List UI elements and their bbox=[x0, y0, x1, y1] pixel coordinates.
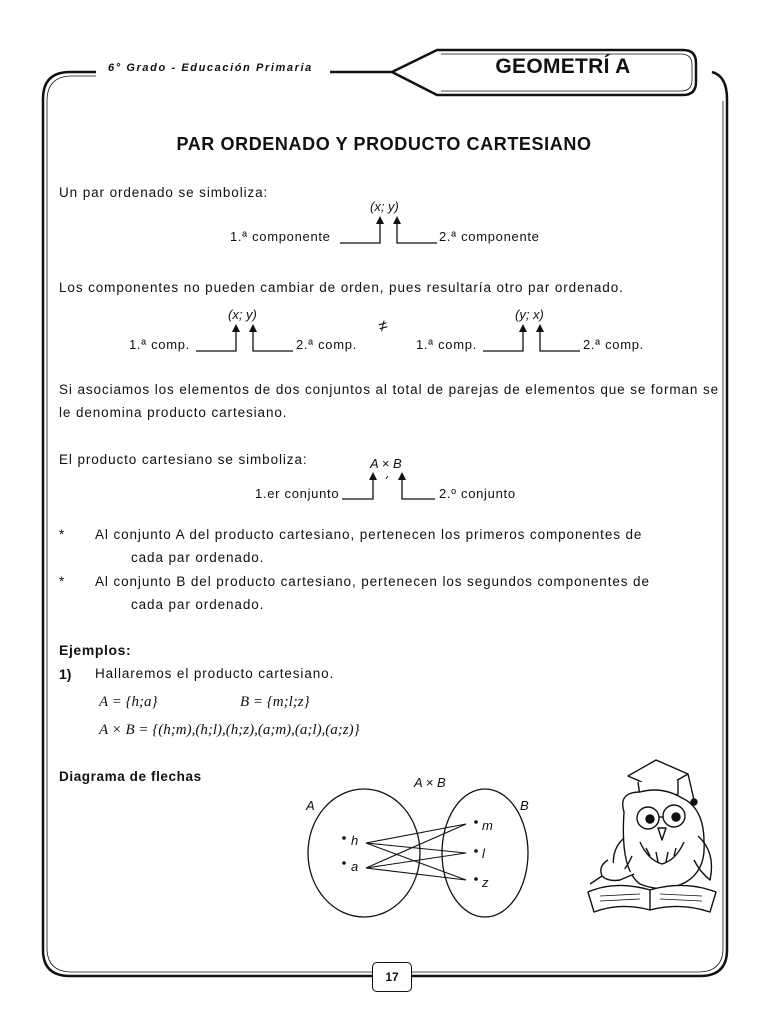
note-2-line-2: cada par ordenado. bbox=[131, 597, 265, 612]
pair-left: (x; y) bbox=[228, 307, 257, 322]
first-set-label: 1.er conjunto bbox=[255, 486, 340, 501]
set-b-ellipse bbox=[442, 789, 528, 917]
order-text: Los componentes no pueden cambiar de orden, pues resultaría otro par ordenado. bbox=[59, 280, 624, 295]
right-first-comp: 1.ª comp. bbox=[416, 337, 477, 352]
element-l: l bbox=[482, 846, 485, 861]
example-text: Hallaremos el producto cartesiano. bbox=[95, 666, 335, 681]
left-first-comp: 1.ª comp. bbox=[129, 337, 190, 352]
left-second-comp: 2.ª comp. bbox=[296, 337, 357, 352]
set-a-definition: A = {h;a} bbox=[99, 694, 158, 710]
page-title: PAR ORDENADO Y PRODUCTO CARTESIANO bbox=[176, 134, 592, 154]
grade-label: 6° Grado - Educación Primaria bbox=[108, 62, 313, 74]
definition-line-2: le denomina producto cartesiano. bbox=[59, 405, 288, 420]
element-z: z bbox=[482, 875, 489, 890]
pair-right: (y; x) bbox=[515, 307, 544, 322]
definition-line-1: Si asociamos los elementos de dos conjuntos al total de parejas de elementos que se forman se bbox=[59, 382, 720, 397]
diagram-title: A × B bbox=[414, 775, 446, 790]
examples-heading: Ejemplos: bbox=[59, 642, 132, 658]
element-m: m bbox=[482, 818, 493, 833]
product-symbol: A × B bbox=[370, 456, 402, 471]
element-h: h bbox=[351, 833, 359, 848]
second-component-label: 2.ª componente bbox=[439, 229, 540, 244]
note-2-bullet: * bbox=[59, 574, 66, 589]
cartesian-product-result: A × B = {(h;m),(h;l),(h;z),(a;m),(a;l),(a;z)} bbox=[99, 722, 360, 738]
intro-text: Un par ordenado se simboliza: bbox=[59, 185, 269, 200]
note-1-line-2: cada par ordenado. bbox=[131, 550, 265, 565]
set-a-label: A bbox=[306, 798, 315, 813]
not-equal-sign: ≠ bbox=[376, 317, 390, 336]
set-b-label: B bbox=[520, 798, 529, 813]
note-2-line-1: Al conjunto B del producto cartesiano, pertenecen los segundos componentes de bbox=[95, 574, 650, 589]
element-a: a bbox=[351, 859, 359, 874]
example-number: 1) bbox=[59, 666, 72, 682]
owl-reading-illustration bbox=[578, 752, 728, 920]
set-b-definition: B = {m;l;z} bbox=[240, 694, 310, 710]
diagram-heading: Diagrama de flechas bbox=[59, 769, 202, 784]
first-component-label: 1.ª componente bbox=[230, 229, 331, 244]
symbol-text: El producto cartesiano se simboliza: bbox=[59, 452, 308, 467]
second-set-label: 2.º conjunto bbox=[439, 486, 516, 501]
set-a-ellipse bbox=[308, 789, 420, 917]
mapping-lines bbox=[366, 824, 466, 880]
page-number: 17 bbox=[372, 962, 412, 992]
note-1-line-1: Al conjunto A del producto cartesiano, pertenecen los primeros componentes de bbox=[95, 527, 643, 542]
subject-title: GEOMETRÍ A bbox=[495, 55, 631, 78]
pair-xy: (x; y) bbox=[370, 199, 399, 214]
note-1-bullet: * bbox=[59, 527, 66, 542]
right-second-comp: 2.ª comp. bbox=[583, 337, 644, 352]
